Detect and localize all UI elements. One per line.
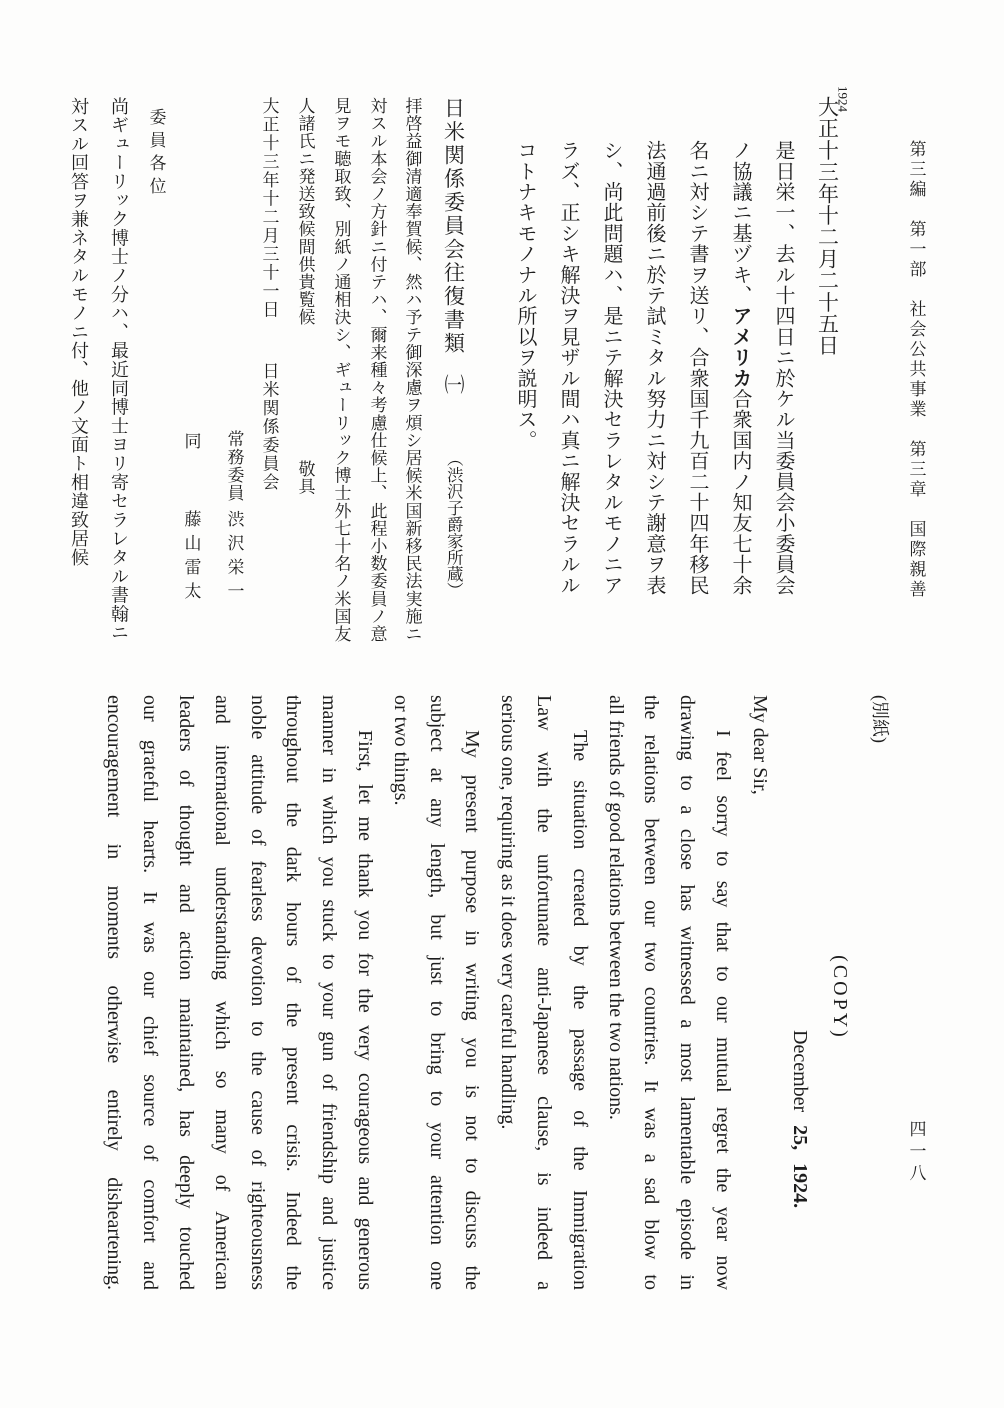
- paragraph-line: Law with the unfortunate anti-Japanese clause, is indeed a: [533, 695, 556, 1290]
- paragraph-line: serious one, requiring as it does very careful handling.: [497, 695, 520, 1130]
- entry-body-segment: ノ協議ニ基ヅキ、: [729, 140, 753, 306]
- document-title: 日米関係委員会往復書類: [441, 97, 466, 356]
- entry-body-line: コトナキモノナル所以ヲ説明ス。: [514, 140, 538, 451]
- paragraph-line: drawing to a close has witnessed a most lamentable episode in: [676, 695, 699, 1290]
- entry-body-emphasis: アメリカ: [729, 305, 753, 389]
- entry-date: 大正十三年十二月二十五日: [815, 96, 840, 357]
- sender-organization: 日米関係委員会: [258, 362, 279, 492]
- entry-body-line: 法通過前後ニ於テ試ミタル努力ニ対シテ謝意ヲ表: [643, 140, 667, 596]
- letter-line: 対スル本会ノ方針ニ付テハ、爾来種々考慮仕候上、此程小数委員ノ意: [366, 97, 387, 643]
- paragraph: [597, 695, 740, 1290]
- paragraph-line: encouragement in moments otherwise entirely disheartening.: [103, 695, 126, 1290]
- entry-year-note: 1924: [835, 86, 851, 112]
- letter-closing: 敬具: [294, 460, 315, 496]
- date-month: December: [789, 1030, 811, 1113]
- paragraph-line: I feel sorry to say that to our mutual regret the year now: [712, 730, 734, 1290]
- entry-body-line: 名ニ対シテ書ヲ送リ、合衆国千九百二十四年移民: [686, 140, 710, 596]
- entry-body-segment: 合衆国内ノ知友七十余: [729, 388, 753, 596]
- letter-line: 見ヲモ聴取致、別紙ノ通相決シ、ギューリック博士外七十名ノ米国友: [330, 97, 351, 643]
- running-head: 第三編 第一部 社会公共事業 第三章 国際親善: [905, 140, 926, 600]
- postscript-line: 対スル回答ヲ兼ネタルモノニ付、他ノ文面ト相違致居候: [68, 97, 89, 567]
- copy-mark: (COPY): [829, 955, 851, 1040]
- entry-body-line: ラズ、正シキ解決ヲ見ザル間ハ真ニ解決セラルル: [557, 140, 581, 596]
- letter-line: 人諸氏ニ発送致候間供貴覧候: [294, 97, 315, 326]
- page-number: 四一八: [905, 1120, 926, 1186]
- entry-body-line: 是日栄一、去ル十四日ニ於ケル当委員会小委員会: [772, 140, 796, 596]
- paragraph: [382, 695, 489, 1290]
- date-day-year: 25, 1924.: [789, 1125, 811, 1209]
- paragraph-line: My present purpose in writing you is not to discuss the: [461, 730, 484, 1290]
- paragraph-line: our grateful hearts. It was our chief source of comfort and: [139, 695, 162, 1290]
- entry-body-line: [731, 140, 751, 595]
- letter-date-en: [782, 1030, 818, 1208]
- paragraph: [489, 695, 596, 1290]
- letter-date: 大正十三年十二月三十一日: [258, 97, 279, 319]
- paragraph-line: throughout the dark hours of the present crisis. Indeed the: [282, 695, 305, 1290]
- entry-body-line: シ、尚此問題ハ、是ニテ解決セラレタルモノニア: [600, 140, 624, 596]
- signatory-title: 常務委員: [223, 430, 244, 502]
- document-number: ㈠: [441, 374, 465, 394]
- attachment-label: (別紙): [870, 695, 890, 743]
- document-source: （渋沢子爵家所蔵）: [444, 450, 464, 599]
- attachment-copy-letter: [95, 690, 905, 1300]
- letter-body: [96, 695, 740, 1290]
- paragraph-line: The situation created by the passage of the Immigration: [568, 730, 591, 1290]
- paragraph-line: noble attitude of fearless devotion to the cause of righteousness: [246, 695, 269, 1290]
- paragraph-line: First, let me thank you for the very courageous and generous: [354, 730, 377, 1290]
- paragraph-line: all friends of good relations between the two nations.: [604, 695, 627, 1120]
- signatory-name: 渋沢栄一: [223, 510, 244, 606]
- signatory-name: 藤山雷太: [180, 510, 201, 606]
- paragraph-line: the relations between our two countries. It was a sad blow to: [640, 695, 663, 1290]
- paragraph: [96, 695, 382, 1290]
- paragraph-line: leaders of thought and action maintained, has deeply touched: [175, 695, 198, 1290]
- paragraph-line: and international understanding which so many of American: [210, 695, 233, 1290]
- salutation: My dear Sir,: [749, 695, 771, 795]
- letter-line: 拝啓益御清適奉賀候、然ハ予テ御深慮ヲ煩シ居候米国新移民法実施ニ: [401, 97, 422, 643]
- paragraph-line: manner in which you stuck to your gun of friendship and justice: [318, 695, 341, 1290]
- addressee: 委員各位: [145, 108, 166, 200]
- signatory-title: 同: [180, 432, 201, 449]
- paragraph-line: or two things.: [389, 695, 412, 806]
- paragraph-line: subject at any length, but just to bring to your attention one: [425, 695, 448, 1290]
- postscript-line: 尚ギューリック博士ノ分ハ、最近同博士ヨリ寄セラレタル書翰ニ: [108, 97, 129, 643]
